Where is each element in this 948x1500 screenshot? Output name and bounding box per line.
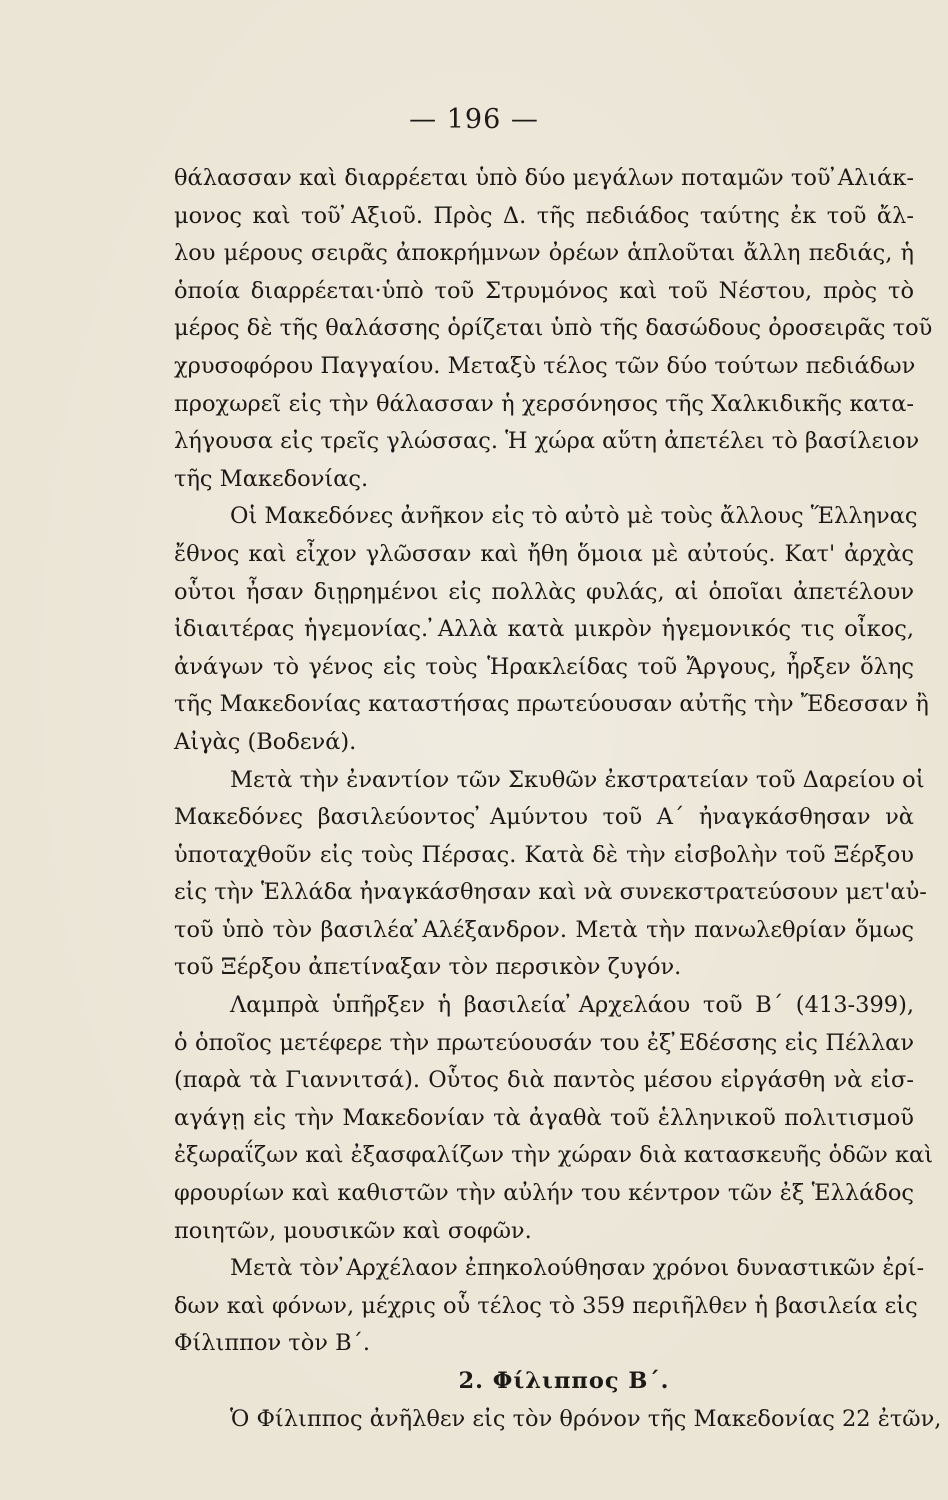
text-line: ὁ ὁποῖος μετέφερε τὴν πρωτεύουσάν του ἐξ ̓Εδέσσης εἰς Πέλλαν [174,1029,914,1056]
text-line: ποιητῶν, μουσικῶν καὶ σοφῶν. [174,1217,532,1244]
text-line: μέρος δὲ τῆς θαλάσσης ὁρίζεται ὑπὸ τῆς δασώδους ὀροσειρᾶς τοῦ [174,315,933,342]
text-line: εἰς τὴν Ἑλλάδα ἠναγκάσθησαν καὶ νὰ συνεκστρατεύσουν μετ'αὐ- [174,879,927,906]
text-line: δων καὶ φόνων, μέχρις οὗ τέλος τὸ 359 περιῆλθεν ἡ βασιλεία εἰς [174,1292,918,1319]
text-line: τοῦ Ξέρξου ἀπετίναξαν τὸν περσικὸν ζυγόν. [174,954,682,981]
text-line: προχωρεῖ εἰς τὴν θάλασσαν ἡ χερσόνησος τῆς Χαλκιδικῆς κατα- [174,390,914,417]
text-line: Αἰγὰς (Βοδενά). [174,728,357,755]
text-line: ἔθνος καὶ εἶχον γλῶσσαν καὶ ἤθη ὅμοια μὲ αὐτούς. Κατ' ἀρχὰς [174,540,914,567]
text-line: Φίλιππον τὸν Β΄. [174,1330,371,1357]
text-line: χρυσοφόρου Παγγαίου. Μεταξὺ τέλος τῶν δύο τούτων πεδιάδων [174,352,916,379]
text-line: θάλασσαν καὶ διαρρέεται ὑπὸ δύο μεγάλων ποταμῶν τοῦ ̓Αλιάκ- [174,165,914,191]
text-line: ὑποταχθοῦν εἰς τοὺς Πέρσας. Κατὰ δὲ τὴν εἰσβολὴν τοῦ Ξέρξου [174,841,914,868]
text-line: αγάγῃ εἰς τὴν Μακεδονίαν τὰ ἀγαθὰ τοῦ ἑλληνικοῦ πολιτισμοῦ [174,1104,914,1131]
text-line: τῆς Μακεδονίας. [174,465,369,492]
bleed-through-mark [80,950,140,1010]
text-line: Μακεδόνες βασιλεύοντος ̓Αμύντου τοῦ Α΄ ἠναγκάσθησαν νὰ [174,804,914,831]
text-line: Οἱ Μακεδόνες ἀνῆκον εἰς τὸ αὐτὸ μὲ τοὺς ἄλλους Ἕλληνας [230,503,918,530]
text-line: Λαμπρὰ ὑπῆρξεν ἡ βασιλεία ̓Αρχελάου τοῦ Β΄ (413-399), [230,992,914,1019]
text-line: (παρὰ τὰ Γιαννιτσά). Οὗτος διὰ παντὸς μέσου εἰργάσθη νὰ εἰσ- [174,1067,914,1094]
text-line: μονος καὶ τοῦ ̓Αξιοῦ. Πρὸς Δ. τῆς πεδιάδος ταύτης ἐκ τοῦ ἄλ- [174,202,914,229]
text-line: οὗτοι ἦσαν διῃρημένοι εἰς πολλὰς φυλάς, αἱ ὁποῖαι ἀπετέλουν [174,578,914,605]
text-line: ἀνάγων τὸ γένος εἰς τοὺς Ἡρακλείδας τοῦ Ἄργους, ἦρξεν ὅλης [174,653,914,680]
text-line: Μετὰ τὸν ̓Αρχέλαον ἐπηκολούθησαν χρόνοι δυναστικῶν ἐρί- [230,1255,925,1282]
text-line: τῆς Μακεδονίας καταστήσας πρωτεύουσαν αὐτῆς τὴν Ἔδεσσαν ἢ [174,691,929,718]
text-line: Ὁ Φίλιππος ἀνῆλθεν εἰς τὸν θρόνον τῆς Μακεδονίας 22 ἐτῶν, [230,1405,942,1432]
text-line: Μετὰ τὴν ἐναντίον τῶν Σκυθῶν ἐκστρατείαν τοῦ Δαρείου οἱ [230,766,925,793]
text-line: λήγουσα εἰς τρεῖς γλώσσας. Ἡ χώρα αὕτη ἀπετέλει τὸ βασίλειον [174,428,920,455]
page-number: — 196 — [409,104,539,135]
body-text [174,160,942,1438]
text-line: ἰδιαιτέρας ἡγεμονίας. ̓Αλλὰ κατὰ μικρὸν ἡγεμονικός τις οἶκος, [174,616,914,643]
text-line: τοῦ ὑπὸ τὸν βασιλέα ̓Αλέξανδρον. Μετὰ τὴν πανωλεθρίαν ὅμως [174,916,914,943]
text-line: ὁποία διαρρέεται·ὑπὸ τοῦ Στρυμόνος καὶ τοῦ Νέστου, πρὸς τὸ [174,277,914,304]
text-line: λου μέρους σειρᾶς ἀποκρήμνων ὀρέων ἁπλοῦται ἄλλη πεδιάς, ἡ [174,240,914,267]
text-line: ἐξωραΐζων καὶ ἐξασφαλίζων τὴν χώραν διὰ κατασκευῆς ὁδῶν καὶ [174,1142,934,1169]
section-heading: 2. Φίλιππος Β΄. [458,1368,670,1394]
text-line: φρουρίων καὶ καθιστῶν τὴν αὐλήν του κέντρον τῶν ἐξ Ἑλλάδος [174,1180,914,1207]
